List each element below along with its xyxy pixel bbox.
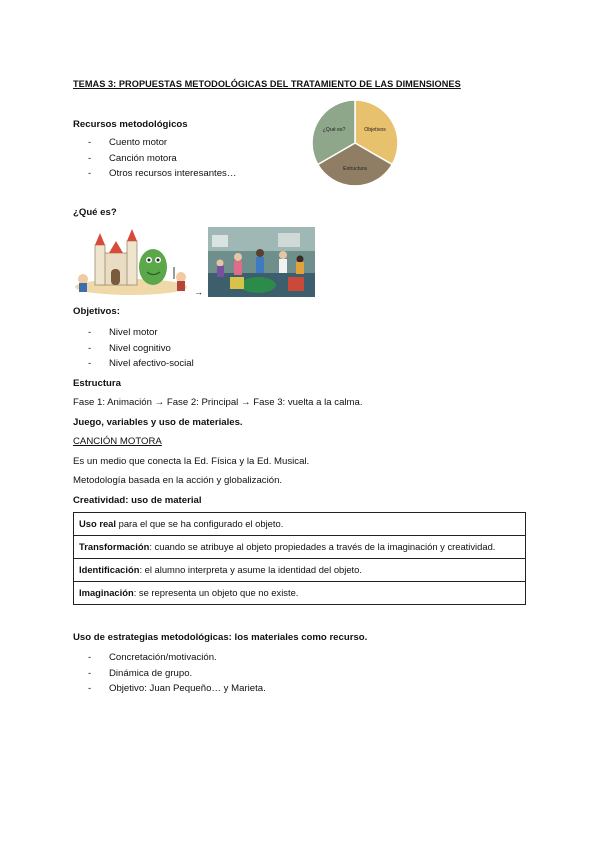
table-row xyxy=(74,582,526,605)
page-title: TEMAS 3: PROPUESTAS METODOLÓGICAS DEL TRATAMIENTO DE LAS DIMENSIONES xyxy=(73,79,461,89)
list-item: - Concretación/motivación. xyxy=(88,652,217,663)
pie-label-que-es: ¿Qué es? xyxy=(322,127,346,133)
list-item: - Objetivo: Juan Pequeño… y Marieta. xyxy=(88,683,266,694)
table-row xyxy=(74,536,526,559)
cancion-paragraph-2: Metodología basada en la acción y globalización. xyxy=(73,475,283,486)
cartoon-castle-illustration xyxy=(73,227,193,297)
fases-text: Fase 1: Animación → Fase 2: Principal → Fase 3: vuelta a la calma. xyxy=(73,397,363,408)
list-item: - Otros recursos interesantes… xyxy=(88,168,237,179)
cancion-heading: CANCIÓN MOTORA xyxy=(73,436,162,447)
table-row xyxy=(74,513,526,536)
list-item: - Nivel motor xyxy=(88,327,158,338)
arrow-glyph: → xyxy=(194,287,203,297)
table-cell: Imaginación: se representa un objeto que no existe. xyxy=(74,582,526,605)
creatividad-table xyxy=(73,512,526,605)
recursos-list xyxy=(88,135,236,182)
list-item: - Dinámica de grupo. xyxy=(88,667,193,679)
estructura-heading: Estructura xyxy=(73,378,121,389)
que-es-heading: ¿Qué es? xyxy=(73,207,117,218)
objetivos-list xyxy=(88,325,194,372)
concept-pie-diagram xyxy=(312,100,398,186)
table-cell: Uso real para el que se ha configurado el objeto. xyxy=(74,513,526,536)
table-cell: Transformación: cuando se atribuye al objeto propiedades a través de la imaginación y creatividad. xyxy=(74,536,526,559)
pie-label-objetivos: Objetivos xyxy=(364,127,386,133)
recursos-heading: Recursos metodológicos xyxy=(73,119,188,130)
creatividad-heading: Creatividad: uso de material xyxy=(73,495,202,506)
list-item: - Cuento motor xyxy=(88,137,168,148)
list-item: - Nivel afectivo-social xyxy=(88,358,194,369)
table-cell: Identificación: el alumno interpreta y asume la identidad del objeto. xyxy=(74,559,526,582)
pie-label-estructura: Estructura xyxy=(343,166,367,172)
estrategias-heading: Uso de estrategias metodológicas: los materiales como recurso. xyxy=(73,632,368,643)
table-row xyxy=(74,559,526,582)
classroom-photo xyxy=(208,227,315,297)
juego-heading: Juego, variables y uso de materiales. xyxy=(73,417,243,428)
objetivos-heading: Objetivos: xyxy=(73,306,120,317)
list-item: - Canción motora xyxy=(88,152,177,164)
estrategias-list xyxy=(88,650,266,697)
list-item: - Nivel cognitivo xyxy=(88,342,171,354)
cancion-paragraph-1: Es un medio que conecta la Ed. Física y la Ed. Musical. xyxy=(73,456,310,467)
